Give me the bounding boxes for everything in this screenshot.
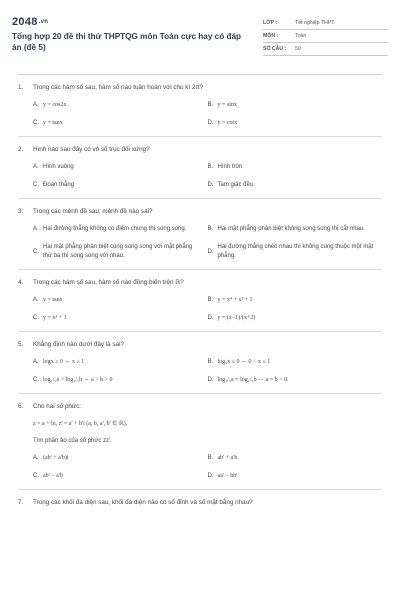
option-text: Đoạn thẳng bbox=[43, 182, 75, 188]
question-subtext: Tìm phần ảo của số phức zz'. bbox=[33, 438, 112, 444]
question-text: Trong các hàm số sau, hàm số nào đồng biến trên ℝ? bbox=[33, 279, 184, 286]
answer-option-c[interactable] bbox=[33, 243, 208, 261]
option-text: logx ≥ 0 ⇔ x ≥ 1 bbox=[43, 359, 85, 365]
answer-option-a[interactable] bbox=[33, 101, 208, 110]
answer-options bbox=[18, 296, 382, 323]
answer-options bbox=[18, 454, 382, 481]
option-text: y = sinx bbox=[217, 102, 237, 108]
answer-options bbox=[18, 101, 382, 128]
option-letter: B. bbox=[207, 226, 214, 232]
meta-value: Tốt nghiệp THPT bbox=[295, 20, 335, 26]
header bbox=[12, 0, 388, 74]
meta-label: LỚP : bbox=[263, 20, 278, 26]
answer-options bbox=[18, 163, 382, 190]
logo-main: 2048 bbox=[12, 16, 38, 28]
option-letter: D. bbox=[207, 182, 214, 188]
meta-value: 50 bbox=[295, 46, 301, 52]
option-letter: A. bbox=[33, 359, 39, 365]
option-letter: C. bbox=[33, 120, 39, 126]
answer-option-b[interactable] bbox=[208, 101, 383, 110]
option-text: y = cotx bbox=[217, 120, 238, 126]
option-text: Hai mặt phẳng phân biệt cùng song song với mặt phẳng thứ ba thì song song với nhau. bbox=[43, 244, 193, 259]
meta-label: SỐ CÂU : bbox=[263, 46, 287, 52]
option-letter: D. bbox=[207, 315, 214, 321]
answer-option-c[interactable] bbox=[33, 181, 208, 190]
question-list bbox=[12, 75, 388, 507]
meta-value: Toán bbox=[295, 33, 307, 39]
option-letter: B. bbox=[207, 455, 214, 461]
option-letter: D. bbox=[207, 473, 214, 479]
question-number: 7. bbox=[18, 499, 24, 506]
meta-row-count bbox=[263, 43, 388, 56]
question-number: 3. bbox=[18, 208, 24, 215]
option-text: y = cos2x bbox=[43, 102, 67, 108]
option-text: log₁/₅a > log₁/₅b ⇔ a > b > 0 bbox=[43, 377, 113, 383]
question-number: 1. bbox=[18, 84, 24, 91]
question-6 bbox=[18, 394, 382, 490]
answer-option-a[interactable] bbox=[33, 358, 208, 367]
question-text: Trong các khối đa diện sau, khối đa diện nào có số đỉnh và số mặt bằng nhau? bbox=[33, 499, 253, 506]
question-formula: z = a + bi, z' = a' + b'i (a, b, a', b' ∈ ℝ). bbox=[33, 421, 128, 427]
option-letter: C. bbox=[33, 182, 39, 188]
answer-option-c[interactable] bbox=[33, 119, 208, 128]
answer-options bbox=[18, 225, 382, 261]
option-letter: A. bbox=[33, 226, 39, 232]
answer-option-c[interactable] bbox=[33, 472, 208, 481]
answer-option-b[interactable] bbox=[208, 454, 383, 463]
question-4 bbox=[18, 270, 382, 332]
answer-option-b[interactable] bbox=[208, 163, 383, 172]
answer-option-a[interactable] bbox=[33, 225, 208, 234]
document-title: Tổng hợp 20 đề thi thử THPTQG môn Toán cực hay có đáp án (đề 5) bbox=[12, 32, 242, 52]
answer-options bbox=[18, 358, 382, 385]
option-text: y = tanx bbox=[43, 120, 63, 126]
answer-option-b[interactable] bbox=[208, 225, 383, 234]
question-number: 5. bbox=[18, 341, 24, 348]
option-text: aa' − bb' bbox=[217, 473, 238, 479]
option-text: Hình vuông bbox=[43, 164, 74, 170]
answer-option-a[interactable] bbox=[33, 163, 208, 172]
site-logo[interactable] bbox=[12, 16, 250, 28]
logo-suffix: .vn bbox=[38, 19, 49, 26]
option-letter: A. bbox=[33, 164, 39, 170]
option-letter: B. bbox=[207, 359, 214, 365]
question-text: Hình nào sau đây có vô số trục đối xứng? bbox=[33, 146, 150, 153]
answer-option-a[interactable] bbox=[33, 296, 208, 305]
option-letter: A. bbox=[33, 102, 39, 108]
option-text: Hai mặt phẳng phân biệt không song song thì cắt nhau. bbox=[217, 226, 365, 232]
meta-label: MÔN : bbox=[263, 33, 279, 39]
option-text: y = x⁴ + x² + 1 bbox=[217, 297, 253, 303]
option-letter: A. bbox=[33, 455, 39, 461]
question-2 bbox=[18, 137, 382, 199]
option-letter: C. bbox=[33, 248, 39, 255]
question-number: 6. bbox=[18, 403, 24, 410]
meta-row-class bbox=[263, 17, 388, 30]
question-7 bbox=[18, 490, 382, 507]
option-letter: D. bbox=[207, 248, 214, 255]
option-text: ab' − a'b bbox=[43, 473, 63, 479]
option-text: Hai đường thẳng không có điểm chung thì song song. bbox=[43, 226, 187, 232]
option-text: y = (x−1)/(x+2) bbox=[217, 315, 256, 321]
option-letter: C. bbox=[33, 473, 39, 479]
answer-option-c[interactable] bbox=[33, 376, 208, 385]
answer-option-b[interactable] bbox=[208, 296, 383, 305]
option-text: Hình tròn bbox=[217, 164, 243, 170]
answer-option-a[interactable] bbox=[33, 454, 208, 463]
option-text: y = tanx bbox=[43, 297, 63, 303]
option-letter: C. bbox=[33, 315, 39, 321]
question-1 bbox=[18, 75, 382, 137]
question-5 bbox=[18, 332, 382, 394]
answer-option-d[interactable] bbox=[208, 181, 383, 190]
question-text: Trong các hàm số sau, hàm số nào tuần hoàn với chu kì 2π? bbox=[33, 84, 204, 91]
answer-option-d[interactable] bbox=[208, 119, 383, 128]
option-letter: D. bbox=[207, 377, 214, 383]
option-text: Tam giác đều bbox=[217, 182, 254, 188]
meta-row-subject bbox=[263, 30, 388, 43]
question-text: Trong các mệnh đề sau, mệnh đề nào sai? bbox=[33, 208, 153, 215]
option-letter: C. bbox=[33, 377, 39, 383]
option-text: log₁/₅a = log₁/₅b ⇔ a = b > 0. bbox=[217, 377, 289, 383]
answer-option-b[interactable] bbox=[208, 358, 383, 367]
answer-option-d[interactable] bbox=[208, 314, 383, 323]
answer-option-d[interactable] bbox=[208, 243, 383, 261]
option-text: log₅x ≤ 0 ⇔ 0 < x ≤ 1 bbox=[217, 359, 271, 365]
option-letter: D. bbox=[207, 120, 214, 126]
question-number: 2. bbox=[18, 146, 24, 153]
question-number: 4. bbox=[18, 279, 24, 286]
answer-option-d[interactable] bbox=[208, 376, 383, 385]
option-text: ab' + a'b bbox=[217, 455, 238, 461]
answer-option-d[interactable] bbox=[208, 472, 383, 481]
option-letter: A. bbox=[33, 297, 39, 303]
option-letter: B. bbox=[207, 297, 214, 303]
option-text: Hai đường thẳng chéo nhau thì không cùng thuộc một mặt phẳng. bbox=[217, 244, 374, 259]
option-letter: B. bbox=[207, 164, 214, 170]
meta-table bbox=[263, 17, 388, 74]
header-left bbox=[12, 16, 250, 74]
question-text: Cho hai số phức: bbox=[33, 403, 81, 410]
option-text: (ab' + a'b)i bbox=[43, 455, 69, 461]
question-3 bbox=[18, 199, 382, 270]
answer-option-c[interactable] bbox=[33, 314, 208, 323]
question-text: Khẳng định nào dưới đây là sai? bbox=[33, 341, 124, 348]
option-letter: B. bbox=[207, 102, 214, 108]
option-text: y = x³ + 1 bbox=[43, 315, 67, 321]
